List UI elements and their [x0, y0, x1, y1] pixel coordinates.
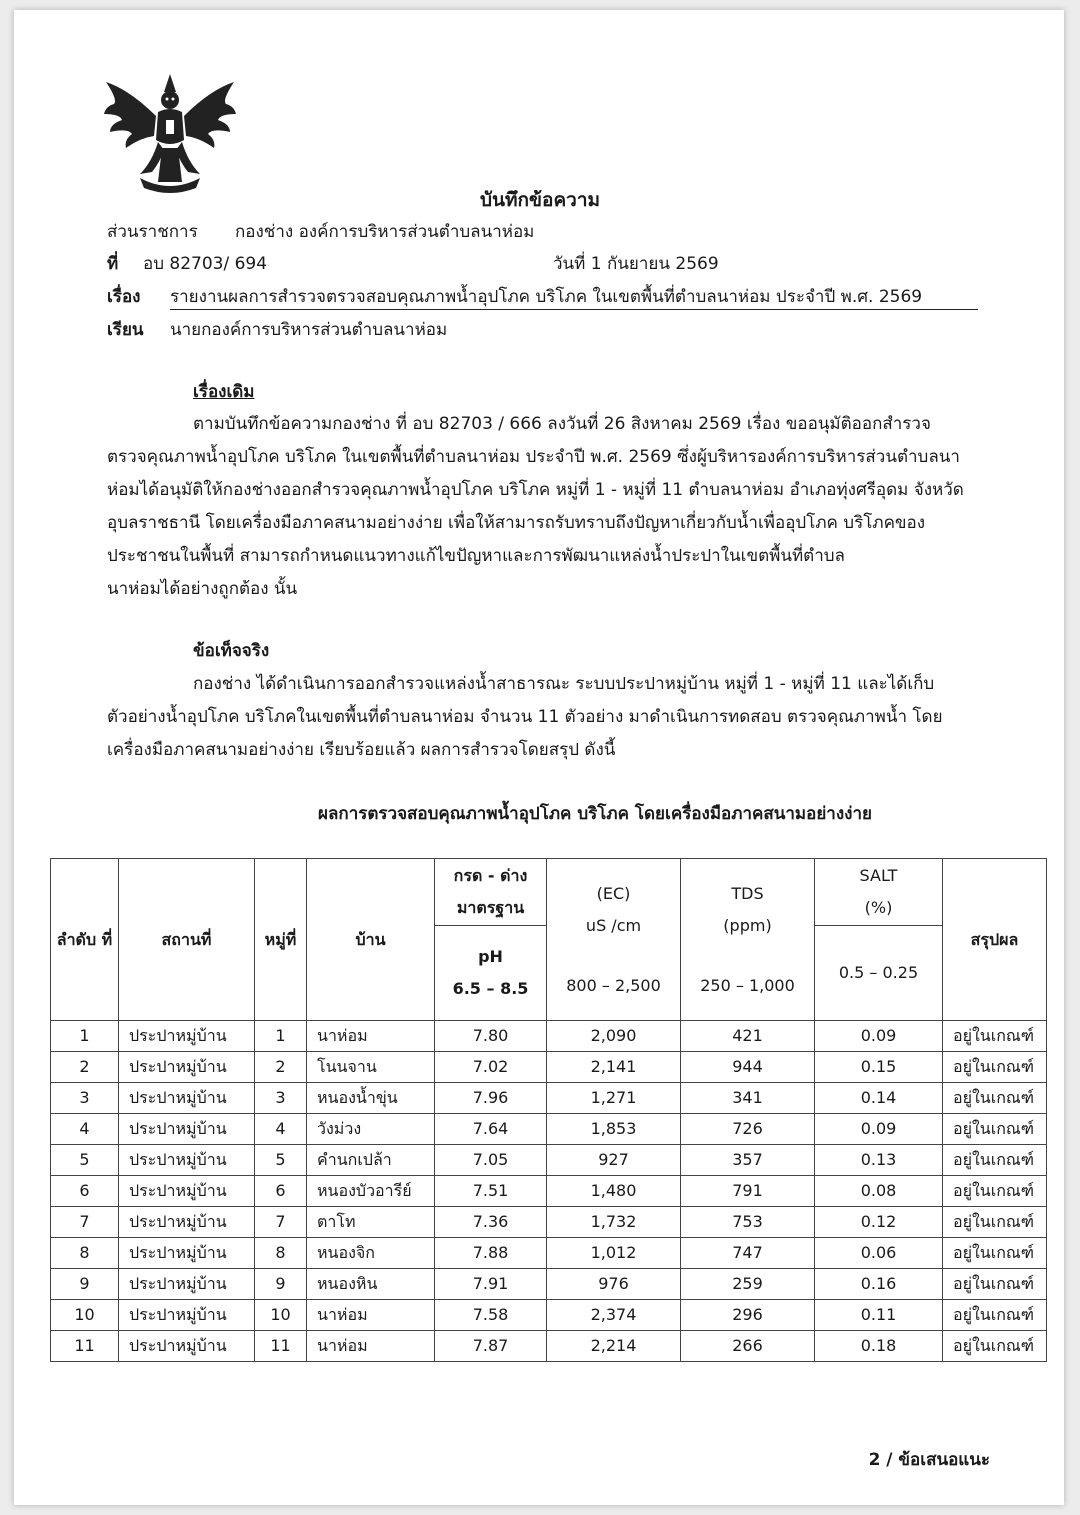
- ph-label: pH: [478, 947, 503, 966]
- cell-salt: 0.09: [815, 1114, 943, 1145]
- ec-header-line2: uS /cm: [585, 915, 642, 935]
- cell-tds: 296: [681, 1300, 815, 1331]
- cell-village: หนองหิน: [307, 1269, 435, 1300]
- salt-header-line2: (%): [864, 898, 893, 917]
- to-label: เรียน: [107, 320, 144, 340]
- col-result-header: สรุปผล: [943, 859, 1047, 1021]
- cell-place: ประปาหมู่บ้าน: [119, 1052, 255, 1083]
- background-line: อุบลราชธานี โดยเครื่องมือภาคสนามอย่างง่าย เพื่อให้สามารถรับทราบถึงปัญหาเกี่ยวกับน้ำเพื่ออุปโภค บริโภคของ: [107, 513, 926, 533]
- cell-moo: 2: [255, 1052, 307, 1083]
- cell-result: อยู่ในเกณฑ์: [943, 1114, 1047, 1145]
- table-row: [51, 1021, 1047, 1052]
- table-row: [51, 1176, 1047, 1207]
- cell-salt: 0.09: [815, 1021, 943, 1052]
- cell-village: วังม่วง: [307, 1114, 435, 1145]
- cell-moo: 7: [255, 1207, 307, 1238]
- cell-ph: 7.80: [435, 1021, 547, 1052]
- cell-tds: 259: [681, 1269, 815, 1300]
- cell-tds: 944: [681, 1052, 815, 1083]
- table-row: [51, 1238, 1047, 1269]
- ph-standard: 6.5 – 8.5: [452, 979, 529, 998]
- col-village-header: บ้าน: [307, 859, 435, 1021]
- background-line: ห่อมได้อนุมัติให้กองช่างออกสำรวจคุณภาพน้ำอุปโภค บริโภค หมู่ที่ 1 - หมู่ที่ 11 ตำบลนาห่อม อำเภอทุ่งศรีอุดม จังหวัด: [107, 480, 964, 500]
- cell-ec: 1,853: [547, 1114, 681, 1145]
- cell-no: 3: [51, 1083, 119, 1114]
- cell-no: 6: [51, 1176, 119, 1207]
- cell-salt: 0.06: [815, 1238, 943, 1269]
- cell-place: ประปาหมู่บ้าน: [119, 1331, 255, 1362]
- ec-header-line1: (EC): [596, 883, 631, 903]
- cell-village: หนองจิก: [307, 1238, 435, 1269]
- cell-moo: 11: [255, 1331, 307, 1362]
- cell-place: ประปาหมู่บ้าน: [119, 1176, 255, 1207]
- subject-label: เรื่อง: [107, 287, 141, 307]
- cell-place: ประปาหมู่บ้าน: [119, 1114, 255, 1145]
- cell-ph: 7.51: [435, 1176, 547, 1207]
- cell-ph: 7.88: [435, 1238, 547, 1269]
- ref-label: ที่: [107, 254, 119, 274]
- cell-village: นาห่อม: [307, 1300, 435, 1331]
- to-value: นายกองค์การบริหารส่วนตำบลนาห่อม: [170, 320, 448, 340]
- cell-moo: 3: [255, 1083, 307, 1114]
- background-line: ตรวจคุณภาพน้ำอุปโภค บริโภค ในเขตพื้นที่ตำบลนาห่อม ประจำปี พ.ศ. 2569 ซึ่งผู้บริหารองค์การบริหารส่วนตำบลนา: [107, 447, 960, 467]
- cell-ec: 2,141: [547, 1052, 681, 1083]
- table-row: [51, 1114, 1047, 1145]
- cell-no: 5: [51, 1145, 119, 1176]
- cell-salt: 0.11: [815, 1300, 943, 1331]
- cell-tds: 726: [681, 1114, 815, 1145]
- facts-heading: ข้อเท็จจริง: [193, 641, 270, 661]
- table-row: [51, 1083, 1047, 1114]
- cell-ph: 7.87: [435, 1331, 547, 1362]
- table-title: ผลการตรวจสอบคุณภาพน้ำอุปโภค บริโภค โดยเครื่องมือภาคสนามอย่างง่าย: [318, 804, 872, 824]
- salt-header-line1: SALT: [859, 866, 898, 885]
- cell-moo: 4: [255, 1114, 307, 1145]
- garuda-emblem-icon: [100, 70, 240, 195]
- table-row: [51, 1269, 1047, 1300]
- cell-result: อยู่ในเกณฑ์: [943, 1145, 1047, 1176]
- table-row: [51, 1145, 1047, 1176]
- cell-moo: 8: [255, 1238, 307, 1269]
- cell-ec: 976: [547, 1269, 681, 1300]
- cell-ec: 1,480: [547, 1176, 681, 1207]
- cell-result: อยู่ในเกณฑ์: [943, 1083, 1047, 1114]
- col-tds-header: [681, 859, 815, 1021]
- cell-result: อยู่ในเกณฑ์: [943, 1021, 1047, 1052]
- cell-moo: 9: [255, 1269, 307, 1300]
- background-line: ประชาชนในพื้นที่ สามารถกำหนดแนวทางแก้ไขปัญหาและการพัฒนาแหล่งน้ำประปาในเขตพื้นที่ตำบล: [107, 546, 845, 566]
- cell-moo: 10: [255, 1300, 307, 1331]
- cell-tds: 753: [681, 1207, 815, 1238]
- next-page-note: 2 / ข้อเสนอแนะ: [868, 1450, 990, 1470]
- cell-ph: 7.64: [435, 1114, 547, 1145]
- cell-result: อยู่ในเกณฑ์: [943, 1269, 1047, 1300]
- col-no-header: ลำดับ ที่: [51, 859, 119, 1021]
- background-heading: เรื่องเดิม: [193, 382, 255, 402]
- table-row: [51, 1207, 1047, 1238]
- cell-village: คำนกเปล้า: [307, 1145, 435, 1176]
- cell-place: ประปาหมู่บ้าน: [119, 1207, 255, 1238]
- cell-moo: 6: [255, 1176, 307, 1207]
- agency-label: ส่วนราชการ: [107, 222, 198, 242]
- background-line: นาห่อมได้อย่างถูกต้อง นั้น: [107, 579, 298, 599]
- cell-no: 1: [51, 1021, 119, 1052]
- cell-tds: 341: [681, 1083, 815, 1114]
- ph-header-line1: กรด - ด่าง: [453, 866, 528, 885]
- cell-result: อยู่ในเกณฑ์: [943, 1207, 1047, 1238]
- col-ec-header: [547, 859, 681, 1021]
- cell-no: 9: [51, 1269, 119, 1300]
- cell-place: ประปาหมู่บ้าน: [119, 1238, 255, 1269]
- facts-line: เครื่องมือภาคสนามอย่างง่าย เรียบร้อยแล้ว ผลการสำรวจโดยสรุป ดังนี้: [107, 740, 616, 760]
- cell-no: 2: [51, 1052, 119, 1083]
- cell-ph: 7.58: [435, 1300, 547, 1331]
- cell-tds: 421: [681, 1021, 815, 1052]
- ph-header-line2: มาตรฐาน: [456, 898, 525, 917]
- cell-tds: 266: [681, 1331, 815, 1362]
- cell-village: นาห่อม: [307, 1021, 435, 1052]
- memo-date: วันที่ 1 กันยายน 2569: [553, 254, 719, 274]
- cell-salt: 0.16: [815, 1269, 943, 1300]
- cell-salt: 0.15: [815, 1052, 943, 1083]
- cell-place: ประปาหมู่บ้าน: [119, 1145, 255, 1176]
- cell-ec: 1,012: [547, 1238, 681, 1269]
- tds-header-line2: (ppm): [723, 915, 772, 935]
- cell-village: ตาโท: [307, 1207, 435, 1238]
- salt-standard: 0.5 – 0.25: [815, 926, 943, 1021]
- cell-moo: 5: [255, 1145, 307, 1176]
- cell-ec: 2,374: [547, 1300, 681, 1331]
- subject-underline: [170, 309, 978, 310]
- table-row: [51, 1052, 1047, 1083]
- ref-value: อบ 82703/ 694: [143, 254, 268, 274]
- tds-header-line1: TDS: [731, 883, 764, 903]
- cell-salt: 0.08: [815, 1176, 943, 1207]
- cell-ec: 927: [547, 1145, 681, 1176]
- ec-standard: 800 – 2,500: [566, 975, 661, 995]
- agency-value: กองช่าง องค์การบริหารส่วนตำบลนาห่อม: [235, 222, 535, 242]
- table-header-row: [51, 859, 1047, 926]
- cell-result: อยู่ในเกณฑ์: [943, 1331, 1047, 1362]
- table-row: [51, 1331, 1047, 1362]
- water-quality-table: [50, 858, 1047, 1362]
- facts-line: กองช่าง ได้ดำเนินการออกสำรวจแหล่งน้ำสาธารณะ ระบบประปาหมู่บ้าน หมู่ที่ 1 - หมู่ที่ 11 และได้เก็บ: [193, 674, 935, 694]
- cell-village: นาห่อม: [307, 1331, 435, 1362]
- cell-ec: 1,271: [547, 1083, 681, 1114]
- col-place-header: สถานที่: [119, 859, 255, 1021]
- cell-tds: 357: [681, 1145, 815, 1176]
- cell-salt: 0.13: [815, 1145, 943, 1176]
- facts-line: ตัวอย่างน้ำอุปโภค บริโภคในเขตพื้นที่ตำบลนาห่อม จำนวน 11 ตัวอย่าง มาดำเนินการทดสอบ ตรวจคุณภาพน้ำ โดย: [107, 707, 943, 727]
- cell-ph: 7.05: [435, 1145, 547, 1176]
- cell-place: ประปาหมู่บ้าน: [119, 1300, 255, 1331]
- cell-village: หนองบัวอารีย์: [307, 1176, 435, 1207]
- cell-ec: 2,214: [547, 1331, 681, 1362]
- ph-standard-cell: [435, 926, 547, 1021]
- cell-result: อยู่ในเกณฑ์: [943, 1300, 1047, 1331]
- cell-village: หนองน้ำขุ่น: [307, 1083, 435, 1114]
- cell-place: ประปาหมู่บ้าน: [119, 1021, 255, 1052]
- tds-standard: 250 – 1,000: [700, 975, 795, 995]
- col-moo-header: หมู่ที่: [255, 859, 307, 1021]
- cell-moo: 1: [255, 1021, 307, 1052]
- cell-no: 7: [51, 1207, 119, 1238]
- cell-no: 11: [51, 1331, 119, 1362]
- cell-ec: 1,732: [547, 1207, 681, 1238]
- cell-tds: 747: [681, 1238, 815, 1269]
- cell-village: โนนจาน: [307, 1052, 435, 1083]
- cell-ec: 2,090: [547, 1021, 681, 1052]
- cell-no: 10: [51, 1300, 119, 1331]
- cell-result: อยู่ในเกณฑ์: [943, 1052, 1047, 1083]
- cell-salt: 0.18: [815, 1331, 943, 1362]
- col-ph-header: [435, 859, 547, 926]
- cell-result: อยู่ในเกณฑ์: [943, 1176, 1047, 1207]
- cell-ph: 7.02: [435, 1052, 547, 1083]
- cell-place: ประปาหมู่บ้าน: [119, 1269, 255, 1300]
- cell-salt: 0.14: [815, 1083, 943, 1114]
- col-salt-header: [815, 859, 943, 926]
- cell-ph: 7.91: [435, 1269, 547, 1300]
- cell-salt: 0.12: [815, 1207, 943, 1238]
- subject-value: รายงานผลการสำรวจตรวจสอบคุณภาพน้ำอุปโภค บริโภค ในเขตพื้นที่ตำบลนาห่อม ประจำปี พ.ศ. 2569: [170, 287, 923, 307]
- table-row: [51, 1300, 1047, 1331]
- cell-tds: 791: [681, 1176, 815, 1207]
- cell-ph: 7.36: [435, 1207, 547, 1238]
- background-line: ตามบันทึกข้อความกองช่าง ที่ อบ 82703 / 666 ลงวันที่ 26 สิงหาคม 2569 เรื่อง ขออนุมัติออกสำรวจ: [193, 414, 931, 434]
- cell-result: อยู่ในเกณฑ์: [943, 1238, 1047, 1269]
- memo-title: บันทึกข้อความ: [479, 189, 601, 211]
- cell-no: 8: [51, 1238, 119, 1269]
- cell-no: 4: [51, 1114, 119, 1145]
- cell-place: ประปาหมู่บ้าน: [119, 1083, 255, 1114]
- cell-ph: 7.96: [435, 1083, 547, 1114]
